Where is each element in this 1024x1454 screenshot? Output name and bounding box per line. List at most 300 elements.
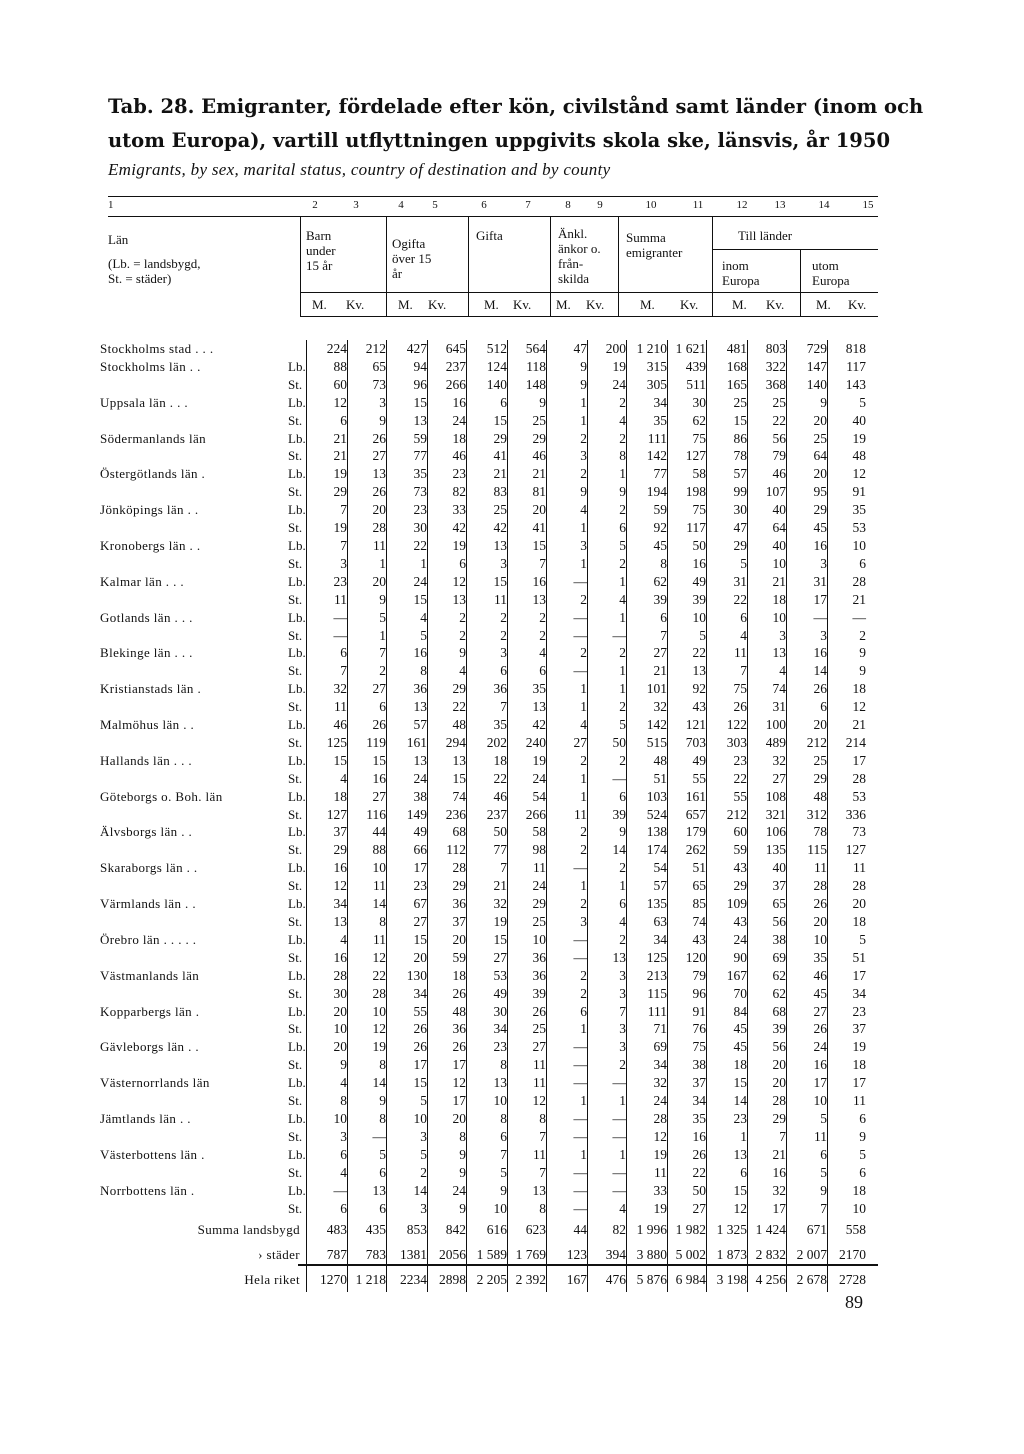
value-cell: 13 (707, 1146, 748, 1164)
value-cell: 64 (787, 447, 828, 465)
value-cell: 15 (467, 931, 508, 949)
value-cell: 28 (828, 877, 867, 895)
header-column-separator (468, 216, 469, 316)
value-cell: — (547, 627, 588, 645)
value-cell: 10 (787, 1092, 828, 1110)
value-cell: 100 (748, 716, 787, 734)
value-cell: 1 (547, 770, 588, 788)
county-name: Hallands län . . . (100, 752, 193, 768)
area-type: Lb. (288, 896, 306, 912)
value-cell: 1 (588, 662, 627, 680)
value-cell: 262 (668, 841, 707, 859)
value-cell: 35 (787, 949, 828, 967)
value-cell: 4 (508, 644, 547, 662)
table-row (100, 1038, 866, 1056)
value-cell: 9 (828, 644, 867, 662)
header-kv: Kv. (346, 297, 365, 312)
area-type: St. (288, 914, 303, 929)
table-row (100, 698, 866, 716)
county-name (100, 483, 288, 501)
value-cell: 37 (828, 1020, 867, 1038)
value-cell: — (547, 1056, 588, 1074)
table-row (100, 1146, 866, 1164)
county-name: Älvsborgs län . . (100, 824, 193, 840)
value-cell: 15 (467, 412, 508, 430)
value-cell: 22 (668, 1164, 707, 1182)
value-cell: 120 (668, 949, 707, 967)
value-cell: 6 (588, 519, 627, 537)
value-cell: 53 (828, 519, 867, 537)
value-cell: 2 (547, 465, 588, 483)
value-cell: 15 (467, 573, 508, 591)
value-cell: 29 (508, 895, 547, 913)
table-row (100, 1128, 866, 1146)
summary-value: 842 (428, 1217, 467, 1242)
value-cell: 14 (588, 841, 627, 859)
value-cell: 57 (627, 877, 668, 895)
value-cell: 4 (707, 627, 748, 645)
value-cell: 65 (348, 358, 387, 376)
table-title: Tab. 28. Emigranter, fördelade efter kön, civilstånd samt länder (inom och utom Europa), vartill utflyttningen uppgivits skola ske, länsvis, år 1950 (108, 95, 924, 152)
value-cell: 439 (668, 358, 707, 376)
value-cell: 5 (387, 1146, 428, 1164)
value-cell: 37 (668, 1074, 707, 1092)
area-type: St. (288, 376, 303, 392)
value-cell: 39 (627, 591, 668, 609)
value-cell: 20 (348, 501, 387, 519)
value-cell: 6 (828, 555, 867, 573)
value-cell: 10 (467, 1092, 508, 1110)
value-cell: 26 (428, 1038, 467, 1056)
value-cell: 36 (387, 680, 428, 698)
value-cell: 26 (787, 1020, 828, 1038)
header-ogifta: Ogifta över 15 år (392, 236, 432, 281)
value-cell: 24 (508, 770, 547, 788)
value-cell: 68 (428, 823, 467, 841)
area-type: St. (288, 1021, 303, 1037)
value-cell: 17 (428, 1056, 467, 1074)
value-cell: — (588, 1110, 627, 1128)
value-cell: 2 (547, 841, 588, 859)
value-cell: 37 (748, 877, 787, 895)
value-cell: 15 (707, 1074, 748, 1092)
value-cell: 73 (828, 823, 867, 841)
value-cell: 2 (547, 430, 588, 448)
value-cell: 109 (707, 895, 748, 913)
area-type: Lb. (288, 394, 306, 410)
column-number: 8 (565, 199, 571, 211)
value-cell: 3 (307, 1128, 348, 1146)
table-row (100, 555, 866, 573)
summary-value: 783 (348, 1242, 387, 1267)
value-cell: 46 (428, 447, 467, 465)
value-cell: 75 (707, 680, 748, 698)
value-cell: 13 (467, 1074, 508, 1092)
value-cell: 5 (387, 627, 428, 645)
value-cell: 22 (467, 770, 508, 788)
header-m: M. (732, 297, 747, 312)
summary-value: 1 873 (707, 1242, 748, 1267)
value-cell: 67 (387, 895, 428, 913)
value-cell: 1 (547, 519, 588, 537)
value-cell: 4 (387, 609, 428, 627)
value-cell: 3 (588, 985, 627, 1003)
value-cell: 427 (387, 340, 428, 358)
county-name (100, 1056, 288, 1074)
area-type: Lb. (288, 358, 306, 374)
value-cell: 17 (428, 1092, 467, 1110)
emigrant-table (100, 340, 866, 1292)
header-kv: Kv. (586, 297, 605, 312)
value-cell: — (588, 1182, 627, 1200)
value-cell: 47 (547, 340, 588, 358)
value-cell: 12 (707, 1200, 748, 1218)
value-cell: 19 (467, 913, 508, 931)
header-column-separator (800, 249, 801, 316)
value-cell: 6 (627, 609, 668, 627)
value-cell: 10 (828, 537, 867, 555)
value-cell: — (307, 1182, 348, 1200)
county-name (100, 877, 288, 895)
value-cell: — (828, 609, 867, 627)
table-subtitle: Emigrants, by sex, marital status, country of destination and by county (108, 160, 611, 179)
summary-value: 1 769 (508, 1242, 547, 1267)
value-cell: 23 (387, 877, 428, 895)
value-cell: 6 (428, 555, 467, 573)
value-cell: 28 (828, 573, 867, 591)
value-cell: 294 (428, 734, 467, 752)
value-cell: 19 (588, 358, 627, 376)
value-cell: 63 (627, 913, 668, 931)
value-cell: 2 (588, 1056, 627, 1074)
value-cell: 214 (828, 734, 867, 752)
table-row (100, 573, 866, 591)
county-name: Östergötlands län . (100, 466, 206, 482)
value-cell: 10 (668, 609, 707, 627)
value-cell: 1 (547, 877, 588, 895)
value-cell: 130 (387, 967, 428, 985)
value-cell: 10 (467, 1200, 508, 1218)
value-cell: 5 (387, 1092, 428, 1110)
county-name: Jämtlands län . . (100, 1110, 191, 1126)
summary-value: 1 996 (627, 1217, 668, 1242)
value-cell: 33 (428, 501, 467, 519)
value-cell: 194 (627, 483, 668, 501)
area-type: Lb. (288, 645, 306, 661)
value-cell: 6 (828, 1164, 867, 1182)
value-cell: 24 (387, 573, 428, 591)
summary-value: 671 (787, 1217, 828, 1242)
value-cell: 98 (508, 841, 547, 859)
area-type: Lb. (288, 1110, 306, 1126)
column-number: 2 (312, 199, 318, 211)
table-row (100, 627, 866, 645)
header-kv: Kv. (680, 297, 699, 312)
value-cell: 29 (307, 841, 348, 859)
county-name (100, 519, 288, 537)
value-cell: 6 (787, 698, 828, 716)
value-cell: 11 (348, 537, 387, 555)
summary-value: 787 (307, 1242, 348, 1267)
value-cell: 27 (627, 644, 668, 662)
value-cell: 12 (828, 465, 867, 483)
value-cell: 85 (668, 895, 707, 913)
area-type: Lb. (288, 502, 306, 518)
table-row (100, 895, 866, 913)
value-cell: — (547, 1074, 588, 1092)
table-row (100, 716, 866, 734)
value-cell: 17 (387, 859, 428, 877)
value-cell: 56 (748, 430, 787, 448)
value-cell: 29 (307, 483, 348, 501)
value-cell: 27 (668, 1200, 707, 1218)
value-cell: 50 (668, 1182, 707, 1200)
value-cell: 117 (668, 519, 707, 537)
value-cell: 7 (508, 1164, 547, 1182)
value-cell: — (588, 1164, 627, 1182)
county-name: Skaraborgs län . . (100, 860, 198, 876)
value-cell: 19 (348, 1038, 387, 1056)
header-lan-note: St. = städer) (108, 271, 172, 286)
value-cell: 101 (627, 680, 668, 698)
summary-value: 2 832 (748, 1242, 787, 1267)
value-cell: 18 (428, 967, 467, 985)
value-cell: 20 (787, 412, 828, 430)
value-cell: 48 (428, 716, 467, 734)
value-cell: 45 (707, 1038, 748, 1056)
value-cell: 12 (508, 1092, 547, 1110)
value-cell: 19 (307, 519, 348, 537)
value-cell: 23 (307, 573, 348, 591)
header-bottom-rule (300, 316, 878, 317)
value-cell: 12 (307, 394, 348, 412)
value-cell: 8 (387, 662, 428, 680)
summary-value: 435 (348, 1217, 387, 1242)
value-cell: 1 (547, 788, 588, 806)
area-type: St. (288, 663, 303, 679)
value-cell: 26 (668, 1146, 707, 1164)
value-cell: 16 (307, 859, 348, 877)
value-cell: — (547, 1038, 588, 1056)
county-name (100, 734, 288, 752)
value-cell: 11 (508, 1056, 547, 1074)
value-cell: 27 (508, 1038, 547, 1056)
value-cell: 21 (748, 573, 787, 591)
value-cell: 34 (828, 985, 867, 1003)
value-cell: 64 (748, 519, 787, 537)
value-cell: 1 (547, 1020, 588, 1038)
value-cell: 8 (428, 1128, 467, 1146)
value-cell: — (547, 1200, 588, 1218)
header-summa: Summa emigranter (626, 230, 683, 260)
value-cell: 29 (787, 501, 828, 519)
value-cell: 7 (508, 555, 547, 573)
value-cell: 15 (387, 394, 428, 412)
value-cell: 212 (707, 806, 748, 824)
value-cell: 11 (547, 806, 588, 824)
value-cell: — (307, 609, 348, 627)
value-cell: 20 (787, 716, 828, 734)
value-cell: 5 (787, 1110, 828, 1128)
value-cell: 119 (348, 734, 387, 752)
value-cell: 92 (668, 680, 707, 698)
value-cell: 5 (588, 537, 627, 555)
value-cell: 21 (828, 591, 867, 609)
value-cell: — (348, 1128, 387, 1146)
value-cell: 20 (787, 465, 828, 483)
value-cell: 17 (828, 967, 867, 985)
value-cell: — (547, 1110, 588, 1128)
value-cell: 86 (707, 430, 748, 448)
value-cell: 112 (428, 841, 467, 859)
area-type: Lb. (288, 609, 306, 625)
value-cell: 69 (627, 1038, 668, 1056)
value-cell: 1 621 (668, 340, 707, 358)
value-cell: 20 (307, 1003, 348, 1021)
value-cell: 5 (828, 931, 867, 949)
county-name: Malmöhus län . . (100, 717, 195, 733)
value-cell: 62 (668, 412, 707, 430)
value-cell: 6 (467, 394, 508, 412)
value-cell: 25 (707, 394, 748, 412)
table-row (100, 358, 866, 376)
value-cell: 60 (707, 823, 748, 841)
value-cell: 34 (627, 931, 668, 949)
value-cell: 2 (508, 609, 547, 627)
value-cell: 74 (428, 788, 467, 806)
value-cell: 26 (348, 716, 387, 734)
area-type: St. (288, 484, 303, 500)
value-cell: 2 (588, 859, 627, 877)
value-cell: 37 (428, 913, 467, 931)
value-cell: 13 (307, 913, 348, 931)
county-name: Västernorrlands län (100, 1075, 210, 1091)
value-cell: 15 (508, 537, 547, 555)
summary-label: › städer (258, 1247, 300, 1263)
value-cell: 15 (707, 1182, 748, 1200)
table-row (100, 985, 866, 1003)
value-cell: — (547, 609, 588, 627)
value-cell: 22 (668, 644, 707, 662)
value-cell: 21 (467, 465, 508, 483)
value-cell: 24 (387, 770, 428, 788)
value-cell: 9 (588, 823, 627, 841)
value-cell: 91 (668, 1003, 707, 1021)
value-cell: 6 (307, 1146, 348, 1164)
table-row (100, 447, 866, 465)
value-cell: 38 (748, 931, 787, 949)
value-cell: 13 (508, 591, 547, 609)
value-cell: 17 (748, 1200, 787, 1218)
value-cell: 2 (547, 895, 588, 913)
value-cell: 2 (547, 967, 588, 985)
value-cell: 43 (707, 913, 748, 931)
area-type: St. (288, 591, 303, 607)
area-type: St. (288, 734, 303, 750)
value-cell: 28 (428, 859, 467, 877)
value-cell: 148 (508, 376, 547, 394)
county-name (100, 412, 288, 430)
value-cell: 11 (307, 698, 348, 716)
value-cell: 7 (467, 698, 508, 716)
area-type: St. (288, 770, 303, 786)
value-cell: 74 (668, 913, 707, 931)
value-cell: 25 (787, 430, 828, 448)
value-cell: 8 (348, 913, 387, 931)
value-cell: 142 (627, 447, 668, 465)
summary-value: 558 (828, 1217, 867, 1242)
value-cell: 62 (748, 985, 787, 1003)
value-cell: 236 (428, 806, 467, 824)
value-cell: 10 (508, 931, 547, 949)
value-cell: 35 (627, 412, 668, 430)
value-cell: 11 (828, 1092, 867, 1110)
value-cell: — (787, 609, 828, 627)
value-cell: 38 (387, 788, 428, 806)
value-cell: 6 (588, 788, 627, 806)
value-cell: 8 (467, 1056, 508, 1074)
value-cell: 7 (588, 1003, 627, 1021)
value-cell: 35 (508, 680, 547, 698)
county-name: Kalmar län . . . (100, 573, 185, 589)
area-type: Lb. (288, 1003, 306, 1019)
area-type: Lb. (288, 752, 306, 768)
value-cell: 511 (668, 376, 707, 394)
value-cell: 8 (508, 1110, 547, 1128)
value-cell: 1 (588, 609, 627, 627)
value-cell: 7 (348, 644, 387, 662)
area-type: Lb. (288, 537, 306, 553)
value-cell: 106 (748, 823, 787, 841)
value-cell: 9 (547, 358, 588, 376)
value-cell: 7 (508, 1128, 547, 1146)
value-cell: 20 (307, 1038, 348, 1056)
value-cell: 40 (748, 537, 787, 555)
value-cell: 34 (668, 1092, 707, 1110)
value-cell: 143 (828, 376, 867, 394)
value-cell: 55 (668, 770, 707, 788)
value-cell: 13 (387, 412, 428, 430)
value-cell: 18 (707, 1056, 748, 1074)
value-cell: 11 (467, 591, 508, 609)
value-cell: 11 (508, 1074, 547, 1092)
value-cell: 14 (348, 895, 387, 913)
value-cell: 19 (508, 752, 547, 770)
value-cell: 28 (627, 1110, 668, 1128)
value-cell: 30 (307, 985, 348, 1003)
value-cell: 179 (668, 823, 707, 841)
value-cell: 135 (748, 841, 787, 859)
table-row (100, 609, 866, 627)
value-cell: 99 (707, 483, 748, 501)
value-cell: 40 (828, 412, 867, 430)
value-cell: 28 (787, 877, 828, 895)
county-name (100, 1092, 288, 1110)
value-cell: 49 (467, 985, 508, 1003)
value-cell: 5 (828, 1146, 867, 1164)
value-cell: 6 (467, 1128, 508, 1146)
value-cell: 9 (428, 1164, 467, 1182)
value-cell: 21 (627, 662, 668, 680)
value-cell: 147 (787, 358, 828, 376)
value-cell: 481 (707, 340, 748, 358)
value-cell: 165 (707, 376, 748, 394)
value-cell: 35 (668, 1110, 707, 1128)
table-row (100, 1110, 866, 1128)
value-cell: 27 (547, 734, 588, 752)
value-cell: 149 (387, 806, 428, 824)
value-cell: 9 (348, 1092, 387, 1110)
